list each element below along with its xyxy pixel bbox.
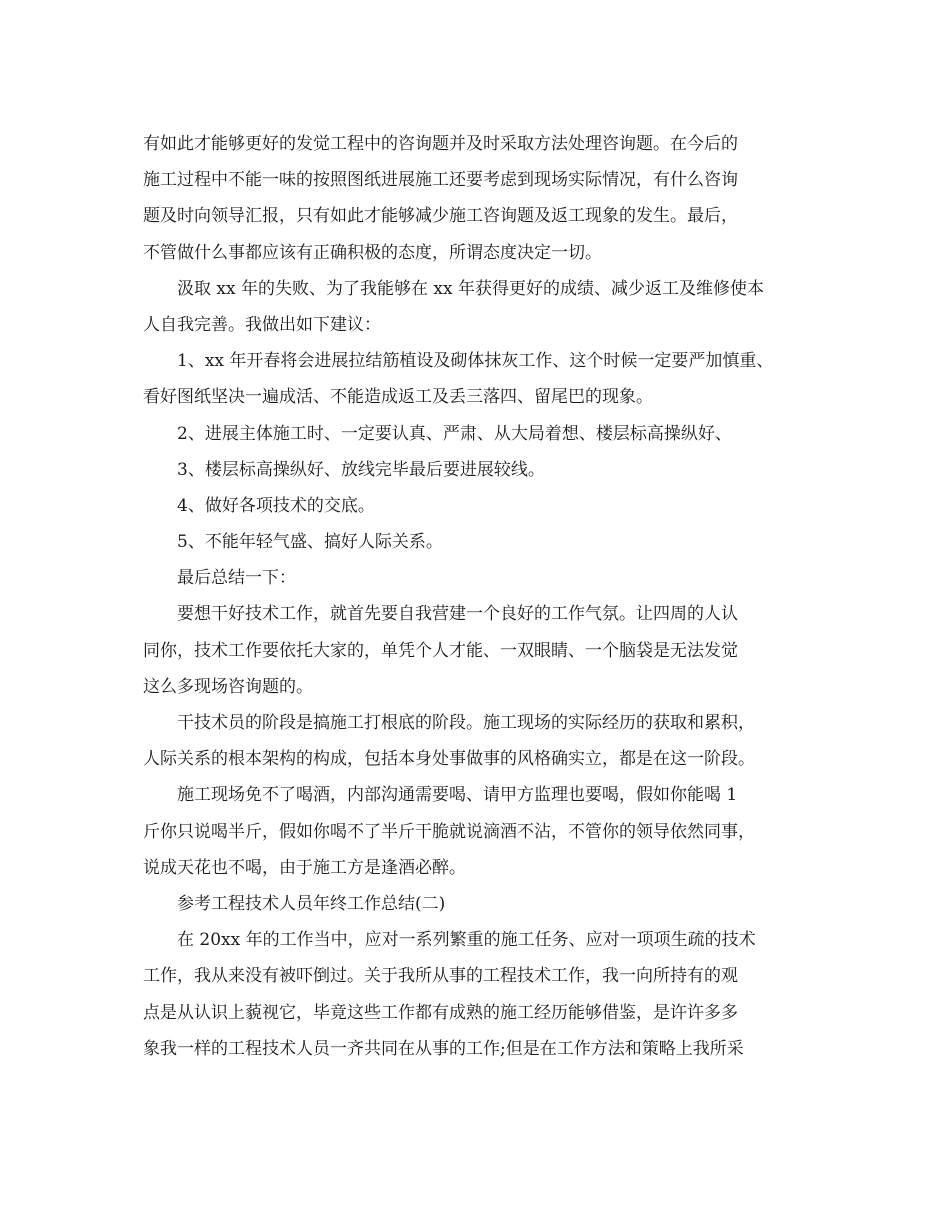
text-line: 人际关系的根本架构的构成，包括本身处事做事的风格确实立，都是在这一阶段。 [143,749,755,770]
text-line: 要想干好技术工作，就首先要自我营建一个良好的工作气氛。让四周的人认 [177,604,738,625]
text-line: 象我一样的工程技术人员一齐共同在从事的工作;但是在工作方法和策略上我所采 [143,1038,744,1059]
text-line: 在 20xx 年的工作当中，应对一系列繁重的施工任务、应对一项项生疏的技术 [177,930,756,951]
text-line: 参考工程技术人员年终工作总结(二) [177,893,446,914]
text-line: 1、xx 年开春将会进展拉结筋植设及砌体抹灰工作、这个时候一定要严加慎重、 [177,351,774,372]
text-line: 同你，技术工作要依托大家的，单凭个人才能、一双眼睛、一个脑袋是无法发觉 [143,640,738,661]
text-line: 最后总结一下： [177,568,296,589]
text-line: 题及时向领导汇报，只有如此才能够减少施工咨询题及返工现象的发生。最后， [143,206,738,227]
text-line: 有如此才能够更好的发觉工程中的咨询题并及时采取方法处理咨询题。在今后的 [143,134,738,154]
text-line: 人自我完善。我做出如下建议： [143,314,381,335]
text-line: 施工现场免不了喝酒，内部沟通需要喝、请甲方监理也要喝，假如你能喝 1 [177,785,738,806]
text-line: 不管做什么事都应该有正确积极的态度，所谓态度决定一切。 [143,242,602,263]
text-line: 点是从认识上藐视它，毕竟这些工作都有成熟的施工经历能够借鉴，是许许多多 [143,1002,738,1023]
text-line: 5、不能年轻气盛、搞好人际关系。 [177,532,443,553]
text-line: 工作，我从来没有被吓倒过。关于我所从事的工程技术工作，我一向所持有的观 [143,966,738,987]
text-line: 看好图纸坚决一遍成活、不能造成返工及丢三落四、留尾巴的现象。 [143,387,653,408]
text-line: 这么多现场咨询题的。 [143,676,313,697]
text-line: 3、楼层标高操纵好、放线完毕最后要进展较线。 [177,459,545,480]
text-line: 2、进展主体施工时、一定要认真、严肃、从大局着想、楼层标高操纵好、 [177,423,732,444]
text-line: 4、做好各项技术的交底。 [177,495,375,516]
document-body [143,126,843,1067]
text-line: 说成天花也不喝，由于施工方是逢酒必醉。 [143,857,466,878]
text-line: 干技术员的阶段是搞施工打根底的阶段。施工现场的实际经历的获取和累积， [177,713,755,733]
text-line: 斤你只说喝半斤，假如你喝不了半斤干脆就说滴酒不沾，不管你的领导依然同事， [143,821,755,842]
text-line: 汲取 xx 年的失败、为了我能够在 xx 年获得更好的成绩、减少返工及维修使本 [177,278,764,299]
text-line: 施工过程中不能一味的按照图纸进展施工还要考虑到现场实际情况，有什么咨询 [143,170,738,191]
